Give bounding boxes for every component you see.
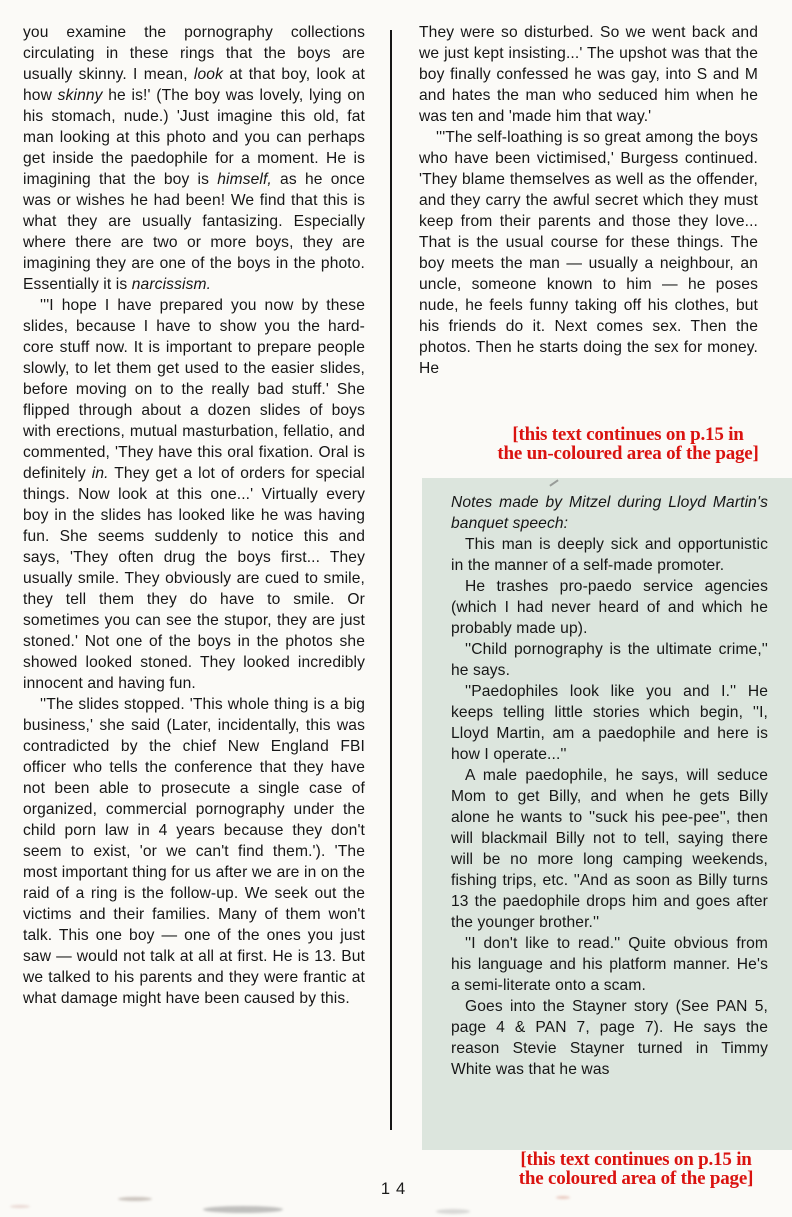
body-text: Goes into the Stayner story (See PAN 5, page 4 & PAN 7, page 7). He says the reason Stevie Stayner turned in Timmy White was that he was — [451, 998, 768, 1078]
scan-smudge — [118, 1197, 152, 1201]
paragraph — [419, 22, 758, 127]
body-text: you examine the pornography collections circulating in these rings that the boys are usually skinny. I mean, — [23, 24, 365, 83]
paragraph — [451, 639, 768, 681]
page-number: 14 — [380, 1180, 412, 1198]
left-text-column — [23, 22, 365, 1009]
body-text: They were so disturbed. So we went back and we just kept insisting...' The upshot was that the boy finally confessed he was gay, into S and M and hates the man who seduced him when he was ten and 'made him that way.' — [419, 24, 758, 125]
paragraph — [451, 576, 768, 639]
notes-sidebar-box — [422, 478, 792, 1150]
paragraph — [451, 996, 768, 1080]
scan-smudge — [203, 1206, 283, 1213]
italic-text: himself, — [217, 171, 272, 188]
italic-text: look — [193, 66, 223, 83]
italic-text: skinny — [57, 87, 103, 104]
paragraph — [451, 933, 768, 996]
body-text: ''I don't like to read.'' Quite obvious from his language and his platform manner. He's a semi-literate onto a scam. — [451, 935, 768, 994]
body-text: A male paedophile, he says, will seduce Mom to get Billy, and when he gets Billy alone he wants to ''suck his pee-pee'', then will blackmail Billy not to tell, saying there will be no more long camping weekends, fishing trips, etc. ''And as soon as Billy turns 13 the paedophile drops him and goes after the younger brother.'' — [451, 767, 768, 931]
body-text: as he once was or wishes he had been! We find that this is what they are usually fantasizing. Especially where there are two or more boys, they are imagining they are one of the boys in the photo. Essentially it is — [23, 171, 365, 293]
paragraph — [23, 295, 365, 694]
paragraph — [419, 127, 758, 379]
body-text: They get a lot of orders for special things. Now look at this one...' Virtually every boy in the slides has looked like he was having fun. She seems suddenly to notice this and says, 'They often drug the boys first... They usually smile. They obviously are cued to smile, they tell them they do have to smile. Or sometimes you can see the stupor, they are just stoned.' Not one of the boys in the photos she showed looked stoned. They looked incredibly innocent and having fun. — [23, 465, 366, 692]
column-divider-rule — [390, 30, 392, 1130]
continuation-note-line: [this text continues on p.15 in — [520, 1149, 752, 1170]
paragraph — [23, 22, 365, 295]
italic-text: narcissism. — [131, 276, 212, 293]
body-text: ''Paedophiles look like you and I.'' He keeps telling little stories which begin, ''I, Lloyd Martin, am a paedophile and here is how I operate...'' — [451, 683, 768, 763]
scan-smudge — [10, 1205, 30, 1208]
body-text: ''Child pornography is the ultimate crime,'' he says. — [451, 641, 768, 679]
scan-smudge — [436, 1209, 470, 1214]
continuation-note-line: the un-coloured area of the page] — [497, 443, 759, 464]
notes-box-heading: Notes made by Mitzel during Lloyd Martin's banquet speech: — [451, 494, 768, 532]
notes-box-body — [451, 534, 768, 1080]
right-text-column — [419, 22, 758, 379]
italic-text: in. — [91, 465, 109, 482]
body-text: '''I hope I have prepared you now by these slides, because I have to show you the hard-core stuff now. It is important to prepare people slowly, to let them get used to the easier slides, before moving on to the really bad stuff.' She flipped through about a dozen slides of boys with erections, mutual masturbation, fellatio, and commented, 'They have this oral fixation. Oral is definitely — [23, 297, 365, 482]
scan-smudge — [556, 1196, 570, 1199]
body-text: '''The self-loathing is so great among the boys who have been victimised,' Burgess continued. 'They blame themselves as well as the offender, and they carry the awful secret which they must keep from their parents and those they love... That is the usual course for these things. The boy meets the man — usually a neighbour, an uncle, someone known to him — he poses nude, he feels funny taking off his clothes, but his friends do it. Next comes sex. Then the photos. Then he starts doing the sex for money. He — [419, 129, 758, 377]
paragraph — [451, 534, 768, 576]
paragraph — [23, 694, 365, 1009]
body-text: This man is deeply sick and opportunistic in the manner of a self-made promoter. — [451, 536, 768, 574]
paragraph — [451, 681, 768, 765]
body-text: He trashes pro-paedo service agencies (which I had never heard of and which he probably made up). — [451, 578, 768, 637]
continuation-note-uncoloured — [470, 425, 786, 463]
body-text: he is!' (The boy was lovely, lying on his stomach, nude.) 'Just imagine this old, fat man looking at this photo and you can perhaps get inside the paedophile for a moment. He is imagining that the boy is — [23, 87, 365, 188]
paragraph — [451, 765, 768, 933]
continuation-note-line: [this text continues on p.15 in — [512, 424, 744, 445]
body-text: at that boy, look at how — [23, 66, 366, 104]
body-text: ''The slides stopped. 'This whole thing is a big business,' she said (Later, incidentally, this was contradicted by the chief New England FBI officer who tells the conference that they have not been able to prosecute a single case of organized, commercial pornography under the child porn law in 4 years because they don't seem to exist, 'or we can't find them.'). 'The most important thing for us after we are in on the raid of a ring is the follow-up. We seek out the victims and their families. Many of them won't talk. This one boy — one of the ones you just saw — would not talk at all at first. He is 13. But we talked to his parents and they were frantic at what damage might have been caused by this. — [23, 696, 365, 1007]
continuation-note-line: the coloured area of the page] — [518, 1168, 754, 1189]
